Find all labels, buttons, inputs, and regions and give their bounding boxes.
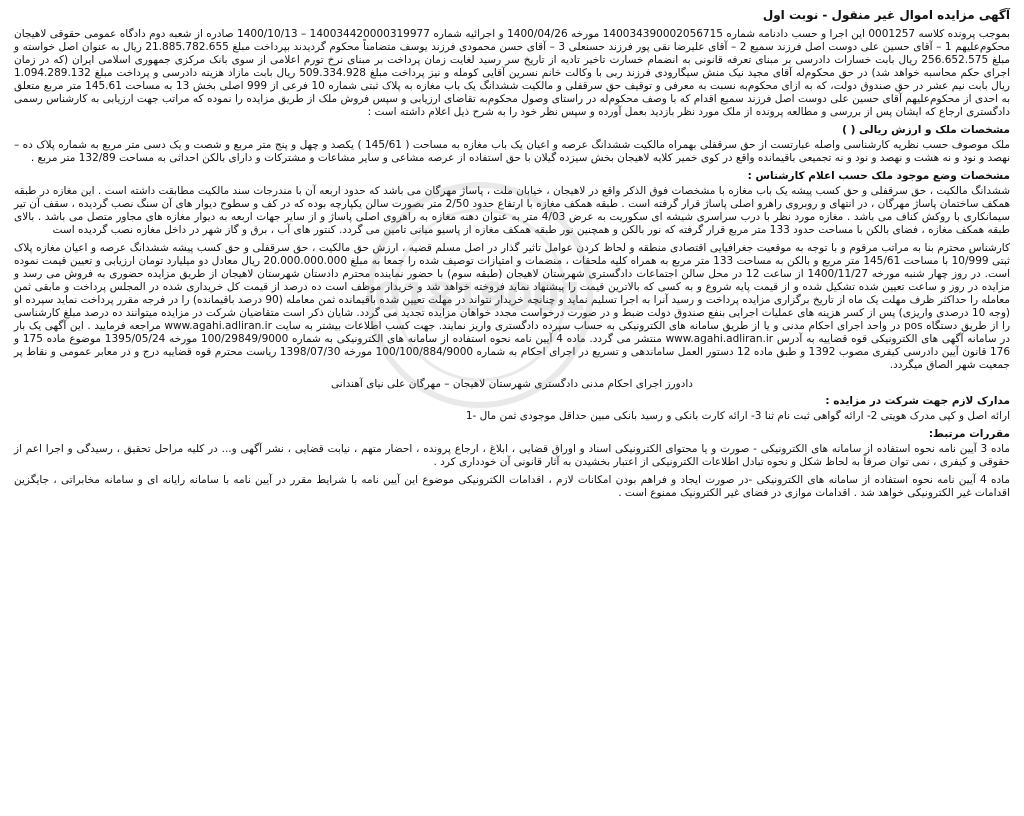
paragraph: ملک موصوف حسب نظریه کارشناسی واصله عبارتست از حق سرقفلی بهمراه مالکیت ششدانگ عرصه و اعیان یک باب مغازه به مساحت ( 145/61 ) یکصد و چهل و پنج متر مربع و شصت و یک دسی متر مربع به شماره پلاک ده – نهصد و نود و نه هشت و نهصد و نود و نه تجمیعی باقیمانده واقع در کوی خمیر کلایه لاهیجان بخش سیزده گیلان با حق استفاده از عرصه مشاعی و سایر مشاعات و مشترکات و دارای بالکن احداثی به مساحت 132/89 متر مربع .: [14, 139, 1010, 164]
paragraph: ارائه اصل و کپی مدرک هویتی 2- ارائه گواهی ثبت نام ثنا 3- ارائه کارت بانکی و رسید بانکی مبین حداقل موجودی ثمن مال -1: [465, 410, 1010, 422]
paragraph: ششدانگ مالکیت ، حق سرقفلی و حق کسب پیشه یک باب مغازه با مشخصات فوق الذکر واقع در لاهیجان ، خیابان ملت ، پاساژ مهرگان می باشد که حدود اربعه آن با مندرجات سند مالکیت مطابقت داشته است . این مغازه در طبقه همکف ساختمان پاساژ مهرگان ، در انتهای و روبروی راهرو اصلی پاساژ قرار گرفته است . طبقه همکف مغازه با ارتفاع حدود 2/50 متر بصورت سالن یکپارچه بوده که در کف و سطوح دیوار های آن سنگ نصب گردیده ، سقف آن تیر سیمانکاری با روکش کناف می باشد . مغازه مورد نظر با درب سراسری شیشه ای سکوریت به عرض 4/03 متر به عنوان دهنه مغازه به راهروی اصلی پاساژ و از سایر جهات اربعه به دیوار مغازه های مجاور متصل می باشد . بالای طبقه همکف مغازه ، فضای بالکن با مساحت حدود 133 متر مربع قرار گرفته که نور بالکن و همچنین نور طبقه همکف مغازه از پاسیو میانی تامین می گردد. کنتور های آب ، برق و گاز شهر در داخل مغازه نصب گردیده است: [14, 185, 1011, 236]
signature-line: دادورز اجرای احکام مدنی دادگستری شهرستان لاهیجان – مهرگان علی نیای آهندانی: [331, 378, 693, 390]
paragraph: بموجب پرونده کلاسه 0001257 این اجرا و حسب دادنامه شماره 140034390002056715 مورخه 1400/04/26 و اجرائیه شماره 140034420000319977 – 1400/10/13 صادره از شعبه دوم دادگاه عمومی حقوقی لاهیجان محکوم‌علیهم 1 – آقای حسین علی دوست اصل فرزند سمیع 2 – آقای علیرضا نقی پور فرزند حسنعلی 3 – آقای حسن محمودی فرزند یوسف متضامناً محکوم گردیدند بپرداخت مبلغ 21.885.782.655 ریال به عنوان اصل خواسته و مبلغ 256.652.575 ریال بابت خسارات دادرسی بر مبنای تعرفه قانونی به انضمام خسارت تاخیر تادیه از تاریخ سر رسید لغایت زمان پرداخت بر مبنای نرخ تورم اعلامی از سوی بانک مرکزی جمهوری اسلامی ایران (که در زمان اجرای حکم محاسبه خواهد شد) در حق محکوم‌له آقای مجید نیک منش سیگارودی فرزند ربی با وکالت خانم نسرین آقایی کومله و نیز پرداخت مبلغ 509.334.928 ریال بابت مازاد هزینه دادرسی و پرداخت مبلغ 1.094.289.132 ریال بابت نیم عشر در حق صندوق دولت، که به ازای محکوم‌به نسبت به معرفی و توقیف حق سرقفلی و مالکیت ششدانگ یک باب مغازه به پلاک ثبتی شماره 10 فرعی از 999 اصلی بخش 13 به مساحت 145.61 متر مربع متعلق به احدی از محکوم‌علیهم آقای حسین علی دوست اصل فرزند سمیع اقدام که با وصف محکوم‌له در راستای وصول محکوم‌به تقاضای ارزیابی و سپس فروش ملک از طریق مزایده را نموده که مراتب جهت ارزیابی به کارشناس رسمی دادگستری ارجاع که ایشان پس از بررسی و مطالعه پرونده از ملک مورد نظر بازدید بعمل آورده و سپس نظر خود را به شرح ذیل اعلام داشته است :: [14, 28, 1010, 118]
paragraph: ماده 3 آیین نامه نحوه استفاده از سامانه های الکترونیکی - صورت و یا محتوای الکترونیکی اسناد و اوراق قضایی ، ابلاغ ، ارجاع پرونده ، احضار متهم ، نیابت قضایی ، نشر آگهی و... در کلیه مراحل تحقیق ، رسیدگی و اجرا اعم از حقوقی و کیفری ، نمی توان صرفاً به لحاظ شکل و نحوه تبادل اطلاعات الکترونیکی از اعتبار بخشیدن به آثار قانونی آن خودداری کرد .: [14, 443, 1010, 468]
paragraph: کارشناس محترم بنا به مراتب مرقوم و با توجه به موقعیت جغرافیایی اقتصادی منطقه و لحاظ کردن عوامل تاثیر گذار در اصل مسلم قضیه ، ارزش حق مالکیت ، حق سرقفلی و حق کسب پیشه ششدانگ عرصه و اعیان مغازه پلاک ثبتی 10/999 با مساحت 145/61 متر مربع و بالکن به مساحت 133 متر مربع به همراه کلیه ملحقات ، منضمات و امتیازات توصیف شده را جمعا به مبلغ 20.000.000.000 ریال معادل دو میلیارد تومان ارزیابی و تعیین قیمت نموده است. در روز چهار شنبه مورخه 1400/11/27 از ساعت 12 در محل سالن اجتماعات دادگستری شهرستان لاهیجان (طبقه سوم) با حضور نماینده محترم دادستان شهرستان لاهیجان از طریق مزایده حضوری به فروش می رسد و مزایده در روز و ساعت تعیین شده تشکیل شده و از قیمت پایه شروع و به کسی که بالاترین قیمت را پیشنهاد نماید فروخته خواهد شد و خریدار موظف است ده درصد از قیمت کل خریداری شده در المجلس پرداخت و مابقی ثمن معامله را حداکثر ظرف مهلت یک ماه از تاریخ برگزاری مزایده پرداخت و رسید آنرا به اجرا تسلیم نماید و چنانچه خریدار نتواند در مهلت تعیین شده باقیمانده ثمن معامله (90 درصد باقیمانده) را در فرجه مقرر پرداخت نماید سپرده او (وجه 10 درصدی واریزی) پس از کسر هزینه های عملیات اجرایی بنفع صندوق دولت ضبط و در صورت درخواست مجدد خواهان مزایده تجدید می گردد. شایان ذکر است متقاضیان شرکت در مزایده میتوانند ده درصد مبلغ کارشناسی را از طریق دستگاه pos در واحد اجرای احکام مدنی و یا از طریق سامانه های الکترونیکی به حساب سپرده دادگستری واریز نمایند. جهت کسب اطلاعات بیشتر به سایت www.agahi.adliran.ir مراجعه فرمایید . این آگهی یک بار در سامانه آگهی های الکترونیکی قوه قضاییه به آدرس www.agahi.adliran.ir منتشر می گردد. ماده 4 آیین نامه نحوه استفاده از سامانه های الکترونیکی به شماره 100/29849/9000 مورخه 1395/05/24 موضوع ماده 175 و 176 قانون آیین دادرسی کیفری مصوب 1392 و طبق ماده 12 دستور العمل ساماندهی و تسریع در اجرای احکام به شماره 100/100/884/9000 مورخه 1398/07/30 ریاست محترم قوه قضاییه درج و در معابر عمومی و نقاط پر جمعیت شهر الصاق میگردد.: [14, 242, 1011, 371]
paragraph: ماده 4 آیین نامه نحوه استفاده از سامانه های الکترونیکی -در صورت ایجاد و فراهم بودن امکانات لازم ، اقدامات الکترونیکی موضوع این آیین نامه با شرایط مقرر در آیین نامه با سامانه رایانه ای و سامانه مخابراتی ، جایگزین اقدامات غیر الکترونیکی خواهد شد . اقدامات موازی در فضای غیر الکترونیک ممنوع است .: [14, 474, 1010, 499]
section-heading: مشخصات وضع موجود ملک حسب اعلام کارشناس :: [747, 170, 1010, 182]
section-heading: مدارک لازم جهت شرکت در مزایده :: [825, 395, 1010, 407]
notice-title: آگهی مزایده اموال غیر منقول - نوبت اول: [762, 8, 1010, 22]
notice-body: [14, 28, 1010, 500]
watermark-text: 01819001: [374, 275, 586, 319]
section-heading: مشخصات ملک و ارزش ریالی ( ): [842, 124, 1010, 136]
section-heading: مقررات مرتبط:: [928, 428, 1010, 440]
